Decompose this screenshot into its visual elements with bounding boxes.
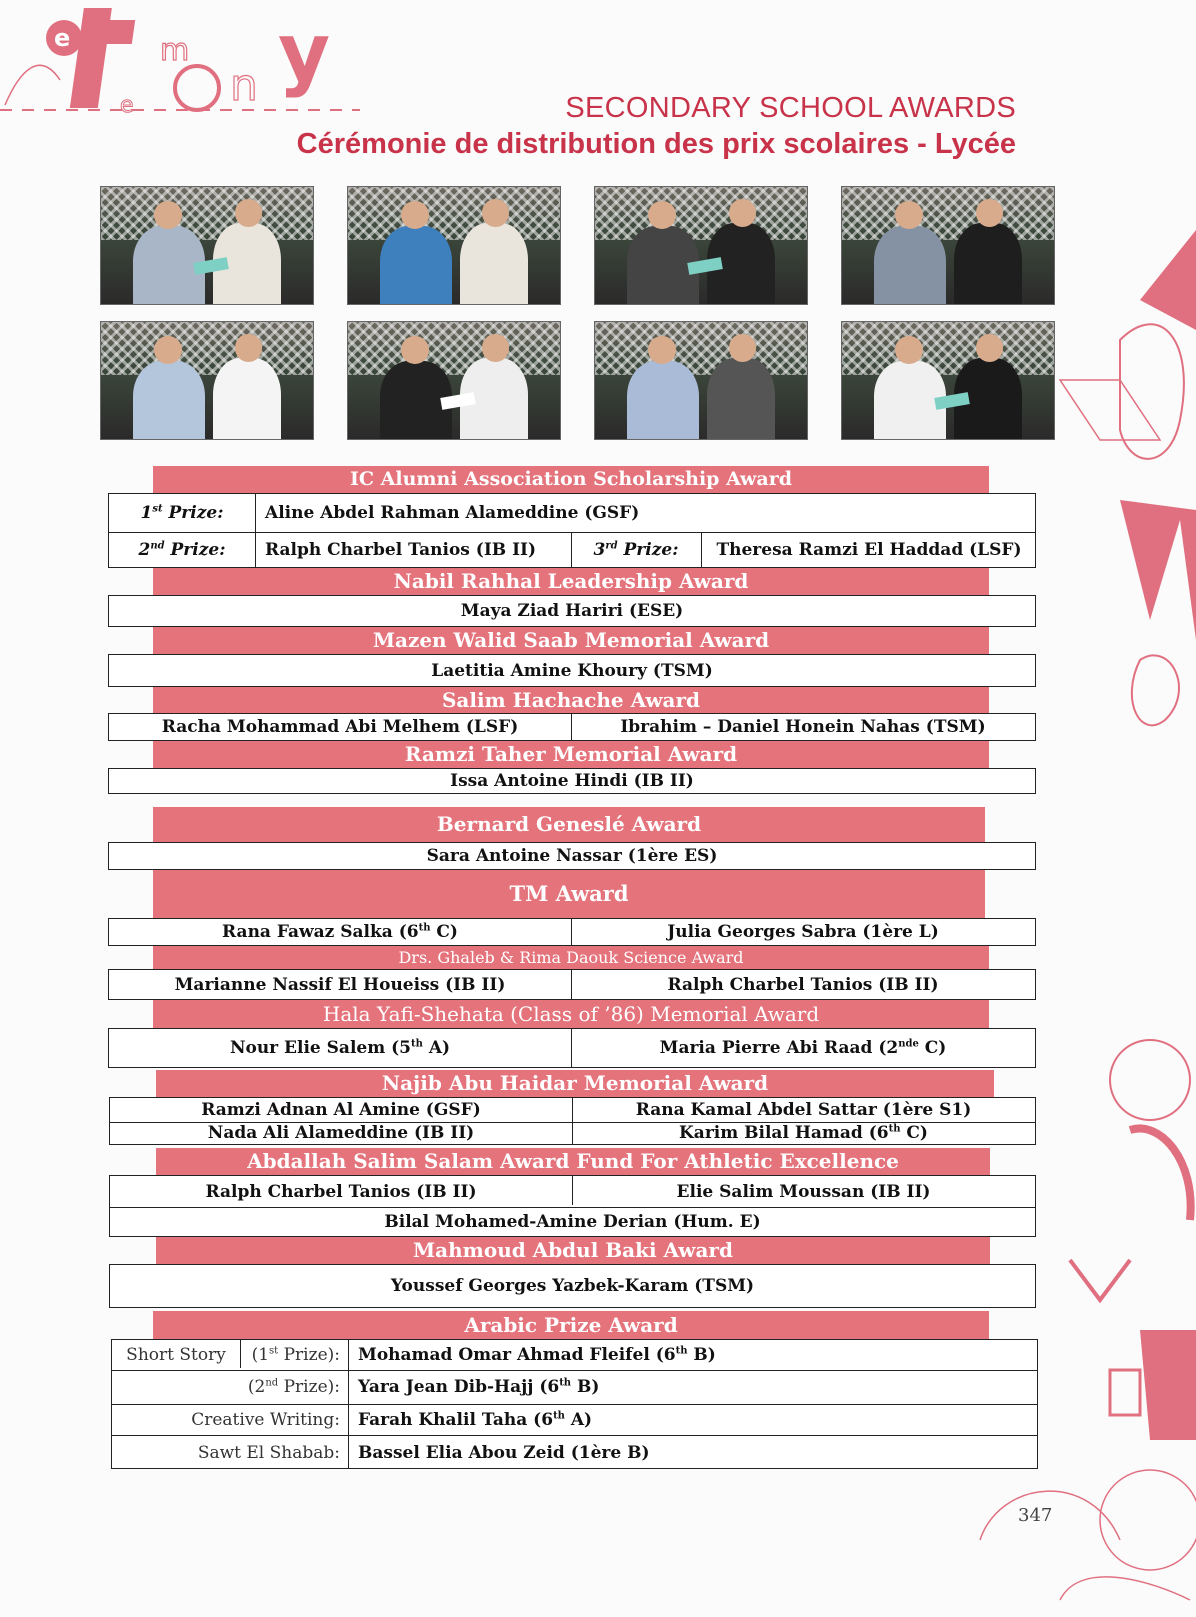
third-prize-winner: Theresa Ramzi El Haddad (LSF) — [716, 540, 1022, 560]
first-prize-winner: Aline Abdel Rahman Alameddine (GSF) — [265, 503, 640, 523]
rahhal-row — [108, 595, 1036, 627]
award-title-genesle: Bernard Geneslé Award — [153, 807, 985, 842]
award-title-taher: Ramzi Taher Memorial Award — [153, 741, 989, 768]
header-decoration — [0, 0, 400, 130]
creative-writing-label: Creative Writing: — [191, 1409, 340, 1430]
tm-winner-right: Julia Georges Sabra (1ère L) — [667, 922, 939, 942]
salam-table — [109, 1175, 1036, 1237]
haidar-r1-left: Ramzi Adnan Al Amine (GSF) — [201, 1100, 481, 1120]
hachache-winner-left: Racha Mohammad Abi Melhem (LSF) — [161, 717, 519, 737]
award-title-baki: Mahmoud Abdul Baki Award — [156, 1237, 990, 1264]
haidar-r2-right: Karim Bilal Hamad (6th C) — [679, 1123, 928, 1143]
first-prize-arabic: (1st Prize): — [251, 1345, 340, 1365]
second-prize-label: 2nd Prize: — [138, 540, 226, 560]
second-prize-winner: Ralph Charbel Tanios (IB II) — [265, 540, 537, 560]
svg-text:e: e — [54, 24, 71, 52]
salam-r1-right: Elie Salim Moussan (IB II) — [676, 1181, 931, 1202]
photo-grid — [100, 186, 1055, 456]
award-title-hachache: Salim Hachache Award — [153, 687, 989, 713]
ceremony-photo — [594, 321, 808, 440]
ceremony-photo — [841, 321, 1055, 440]
third-prize-label: 3rd Prize: — [593, 540, 679, 560]
award-title-saab: Mazen Walid Saab Memorial Award — [153, 627, 989, 654]
haidar-r1-right: Rana Kamal Abdel Sattar (1ère S1) — [635, 1100, 972, 1120]
arabic-creative-winner: Farah Khalil Taha (6th A) — [358, 1409, 593, 1430]
award-title-daouk: Drs. Ghaleb & Rima Daouk Science Award — [153, 946, 989, 969]
award-title-haidar: Najib Abu Haidar Memorial Award — [156, 1070, 994, 1097]
haidar-r2-left: Nada Ali Alameddine (IB II) — [207, 1123, 475, 1143]
arabic-second-winner: Yara Jean Dib-Hajj (6th B) — [358, 1377, 600, 1397]
award-title-tm: TM Award — [153, 870, 985, 918]
taher-winner: Issa Antoine Hindi (IB II) — [450, 771, 694, 791]
second-prize-arabic: (2nd Prize): — [247, 1377, 340, 1397]
page-number: 347 — [1018, 1505, 1053, 1526]
arabic-sawt-winner: Bassel Elia Abou Zeid (1ère B) — [358, 1442, 650, 1463]
arabic-first-winner: Mohamad Omar Ahmad Fleifel (6th B) — [358, 1345, 716, 1365]
baki-winner: Youssef Georges Yazbek-Karam (TSM) — [390, 1276, 755, 1296]
arabic-table — [111, 1339, 1038, 1469]
svg-text:e: e — [120, 93, 134, 118]
hachache-row — [108, 713, 1036, 741]
ceremony-photo — [347, 186, 561, 305]
ceremony-photo — [347, 321, 561, 440]
award-title-arabic: Arabic Prize Award — [153, 1311, 989, 1339]
first-prize-label: 1st Prize: — [140, 503, 224, 523]
yafi-winner-right: Maria Pierre Abi Raad (2nde C) — [659, 1038, 947, 1058]
baki-row — [109, 1264, 1036, 1308]
award-title-rahhal: Nabil Rahhal Leadership Award — [153, 568, 989, 595]
daouk-winner-left: Marianne Nassif El Houeiss (IB II) — [174, 974, 506, 995]
ceremony-photo — [841, 186, 1055, 305]
saab-row — [108, 654, 1036, 687]
title-french: Cérémonie de distribution des prix scolaires - Lycée — [296, 128, 1016, 160]
hachache-winner-right: Ibrahim – Daniel Honein Nahas (TSM) — [620, 717, 986, 737]
ceremony-photo — [594, 186, 808, 305]
salam-r1-left: Ralph Charbel Tanios (IB II) — [205, 1181, 477, 1202]
svg-text:y: y — [278, 6, 331, 99]
taher-row — [108, 768, 1036, 794]
award-title-alumni: IC Alumni Association Scholarship Award — [153, 466, 989, 493]
award-title-yafi: Hala Yafi-Shehata (Class of ’86) Memorial Award — [153, 1000, 989, 1028]
yafi-row — [108, 1028, 1036, 1068]
svg-text:m: m — [160, 33, 190, 68]
genesle-row — [108, 842, 1036, 870]
daouk-winner-right: Ralph Charbel Tanios (IB II) — [667, 974, 939, 995]
tm-winner-left: Rana Fawaz Salka (6th C) — [222, 922, 458, 942]
haidar-table — [109, 1097, 1036, 1145]
sawt-label: Sawt El Shabab: — [197, 1442, 340, 1463]
daouk-row — [108, 969, 1036, 1000]
alumni-first-row — [108, 493, 1036, 533]
saab-winner: Laetitia Amine Khoury (TSM) — [431, 660, 713, 681]
short-story-label: Short Story — [126, 1345, 226, 1365]
rahhal-winner: Maya Ziad Hariri (ESE) — [460, 601, 684, 621]
tm-row — [108, 918, 1036, 946]
yafi-winner-left: Nour Elie Salem (5th A) — [229, 1038, 451, 1058]
title-english: SECONDARY SCHOOL AWARDS — [565, 92, 1016, 124]
svg-text:n: n — [230, 60, 258, 111]
alumni-second-row — [108, 532, 1036, 568]
genesle-winner: Sara Antoine Nassar (1ère ES) — [426, 846, 718, 866]
award-title-salam: Abdallah Salim Salam Award Fund For Athletic Excellence — [156, 1148, 990, 1175]
ceremony-photo — [100, 186, 314, 305]
salam-r2: Bilal Mohamed-Amine Derian (Hum. E) — [384, 1211, 761, 1232]
ceremony-photo — [100, 321, 314, 440]
